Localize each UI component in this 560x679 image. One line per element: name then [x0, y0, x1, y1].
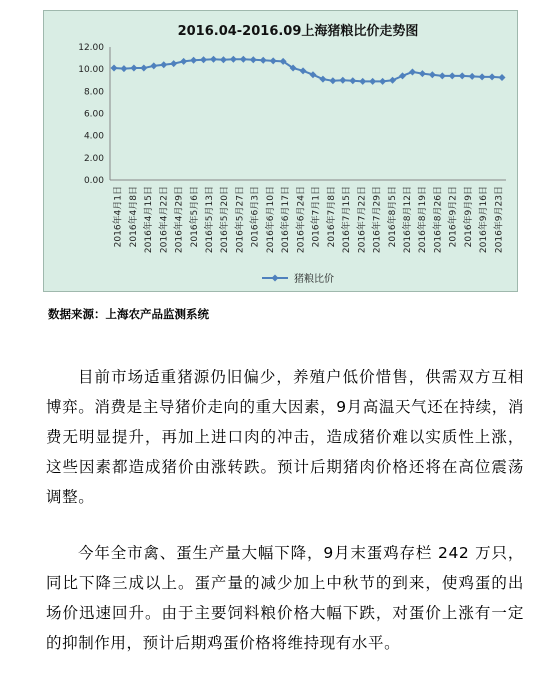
data-point [349, 77, 356, 84]
data-point [479, 73, 486, 80]
x-tick-label: 2016年4月15日 [144, 186, 155, 254]
data-point [250, 56, 257, 63]
chart-container [43, 10, 518, 292]
data-point [120, 65, 127, 72]
x-tick-label: 2016年8月5日 [387, 186, 398, 248]
data-point [419, 70, 426, 77]
y-tick-label: 8.00 [83, 87, 104, 98]
x-tick-label: 2016年5月13日 [205, 186, 215, 254]
data-point [429, 71, 436, 78]
data-point [170, 60, 177, 67]
data-point [409, 68, 416, 75]
data-point [399, 72, 406, 79]
x-tick-label: 2016年9月9日 [463, 186, 474, 248]
x-tick-label: 2016年8月19日 [418, 186, 429, 254]
x-tick-label: 2016年9月16日 [479, 186, 490, 254]
data-point [499, 74, 506, 81]
data-point [180, 58, 187, 65]
x-tick-label: 2016年7月22日 [357, 186, 368, 254]
legend-label: 猪粮比价 [294, 274, 334, 285]
x-tick-label: 2016年7月1日 [311, 186, 322, 248]
paragraph-1: 目前市场适重猪源仍旧偏少，养殖户低价惜售，供需双方互相博弈。消费是主导猪价走向的重大因素，9月高温天气还在持续，消费无明显提升，再加上进口肉的冲击，造成猪价难以实质性上涨，这些因素都造成猪价由涨转跌。预计后期猪肉价格还将在高位震荡调整。 [46, 368, 524, 506]
x-tick-label: 2016年9月2日 [448, 186, 459, 248]
data-point [449, 72, 456, 79]
x-tick-label: 2016年5月6日 [189, 186, 200, 248]
data-point [240, 56, 247, 63]
data-point [489, 73, 496, 80]
x-tick-label: 2016年6月24日 [296, 186, 307, 254]
x-tick-label: 2016年4月8日 [128, 186, 139, 248]
data-point [339, 77, 346, 84]
x-tick-label: 2016年8月12日 [403, 186, 413, 254]
y-tick-label: 2.00 [83, 153, 104, 164]
data-point [260, 57, 267, 64]
x-tick-label: 2016年6月3日 [250, 186, 261, 248]
x-tick-label: 2016年7月8日 [326, 186, 337, 248]
data-point [359, 78, 366, 85]
x-tick-label: 2016年6月17日 [281, 186, 292, 254]
x-tick-label: 2016年8月26日 [433, 186, 444, 254]
data-point [200, 56, 207, 63]
data-point [270, 57, 277, 64]
data-point [130, 65, 137, 72]
data-point [140, 65, 147, 72]
data-point [379, 78, 386, 85]
data-source-label: 数据来源：上海农产品监测系统 [48, 307, 209, 321]
data-point [111, 65, 118, 72]
data-point [329, 77, 336, 84]
x-tick-label: 2016年4月29日 [174, 186, 185, 254]
y-tick-label: 6.00 [83, 109, 104, 120]
data-point [230, 56, 237, 63]
data-point [220, 56, 227, 63]
data-point [190, 57, 197, 64]
data-point [389, 77, 396, 84]
y-tick-label: 0.00 [83, 176, 104, 186]
x-tick-label: 2016年5月27日 [235, 186, 246, 254]
data-point [469, 73, 476, 80]
data-point [369, 78, 376, 85]
data-point [459, 72, 466, 79]
x-tick-label: 2016年4月22日 [159, 186, 170, 254]
x-tick-label: 2016年4月1日 [113, 186, 124, 248]
data-point [319, 76, 326, 83]
chart-title: 2016.04-2016.09上海猪粮比价走势图 [177, 24, 419, 39]
x-tick-label: 2016年9月23日 [494, 186, 505, 254]
x-tick-label: 2016年6月10日 [265, 186, 276, 254]
data-point [210, 56, 217, 63]
x-tick-label: 2016年7月15日 [342, 186, 353, 254]
data-point [300, 67, 307, 74]
data-point [150, 62, 157, 69]
paragraph-2: 今年全市禽、蛋生产量大幅下降，9月末蛋鸡存栏 242 万只，同比下降三成以上。蛋产量的减少加上中秋节的到来，使鸡蛋的出场价迅速回升。由于主要饲料粮价格大幅下跌，对蛋价上涨有一定的抑制作用，预计后期鸡蛋价格将维持现有水平。 [46, 544, 524, 652]
x-tick-label: 2016年7月29日 [372, 186, 383, 254]
x-tick-label: 2016年5月20日 [220, 186, 231, 254]
line-chart [44, 11, 519, 293]
data-point [439, 72, 446, 79]
data-point [160, 61, 167, 68]
data-point [309, 71, 316, 78]
legend-marker-icon [272, 275, 279, 282]
y-tick-label: 12.00 [78, 43, 104, 53]
y-tick-label: 4.00 [83, 131, 104, 142]
y-tick-label: 10.00 [78, 65, 104, 76]
